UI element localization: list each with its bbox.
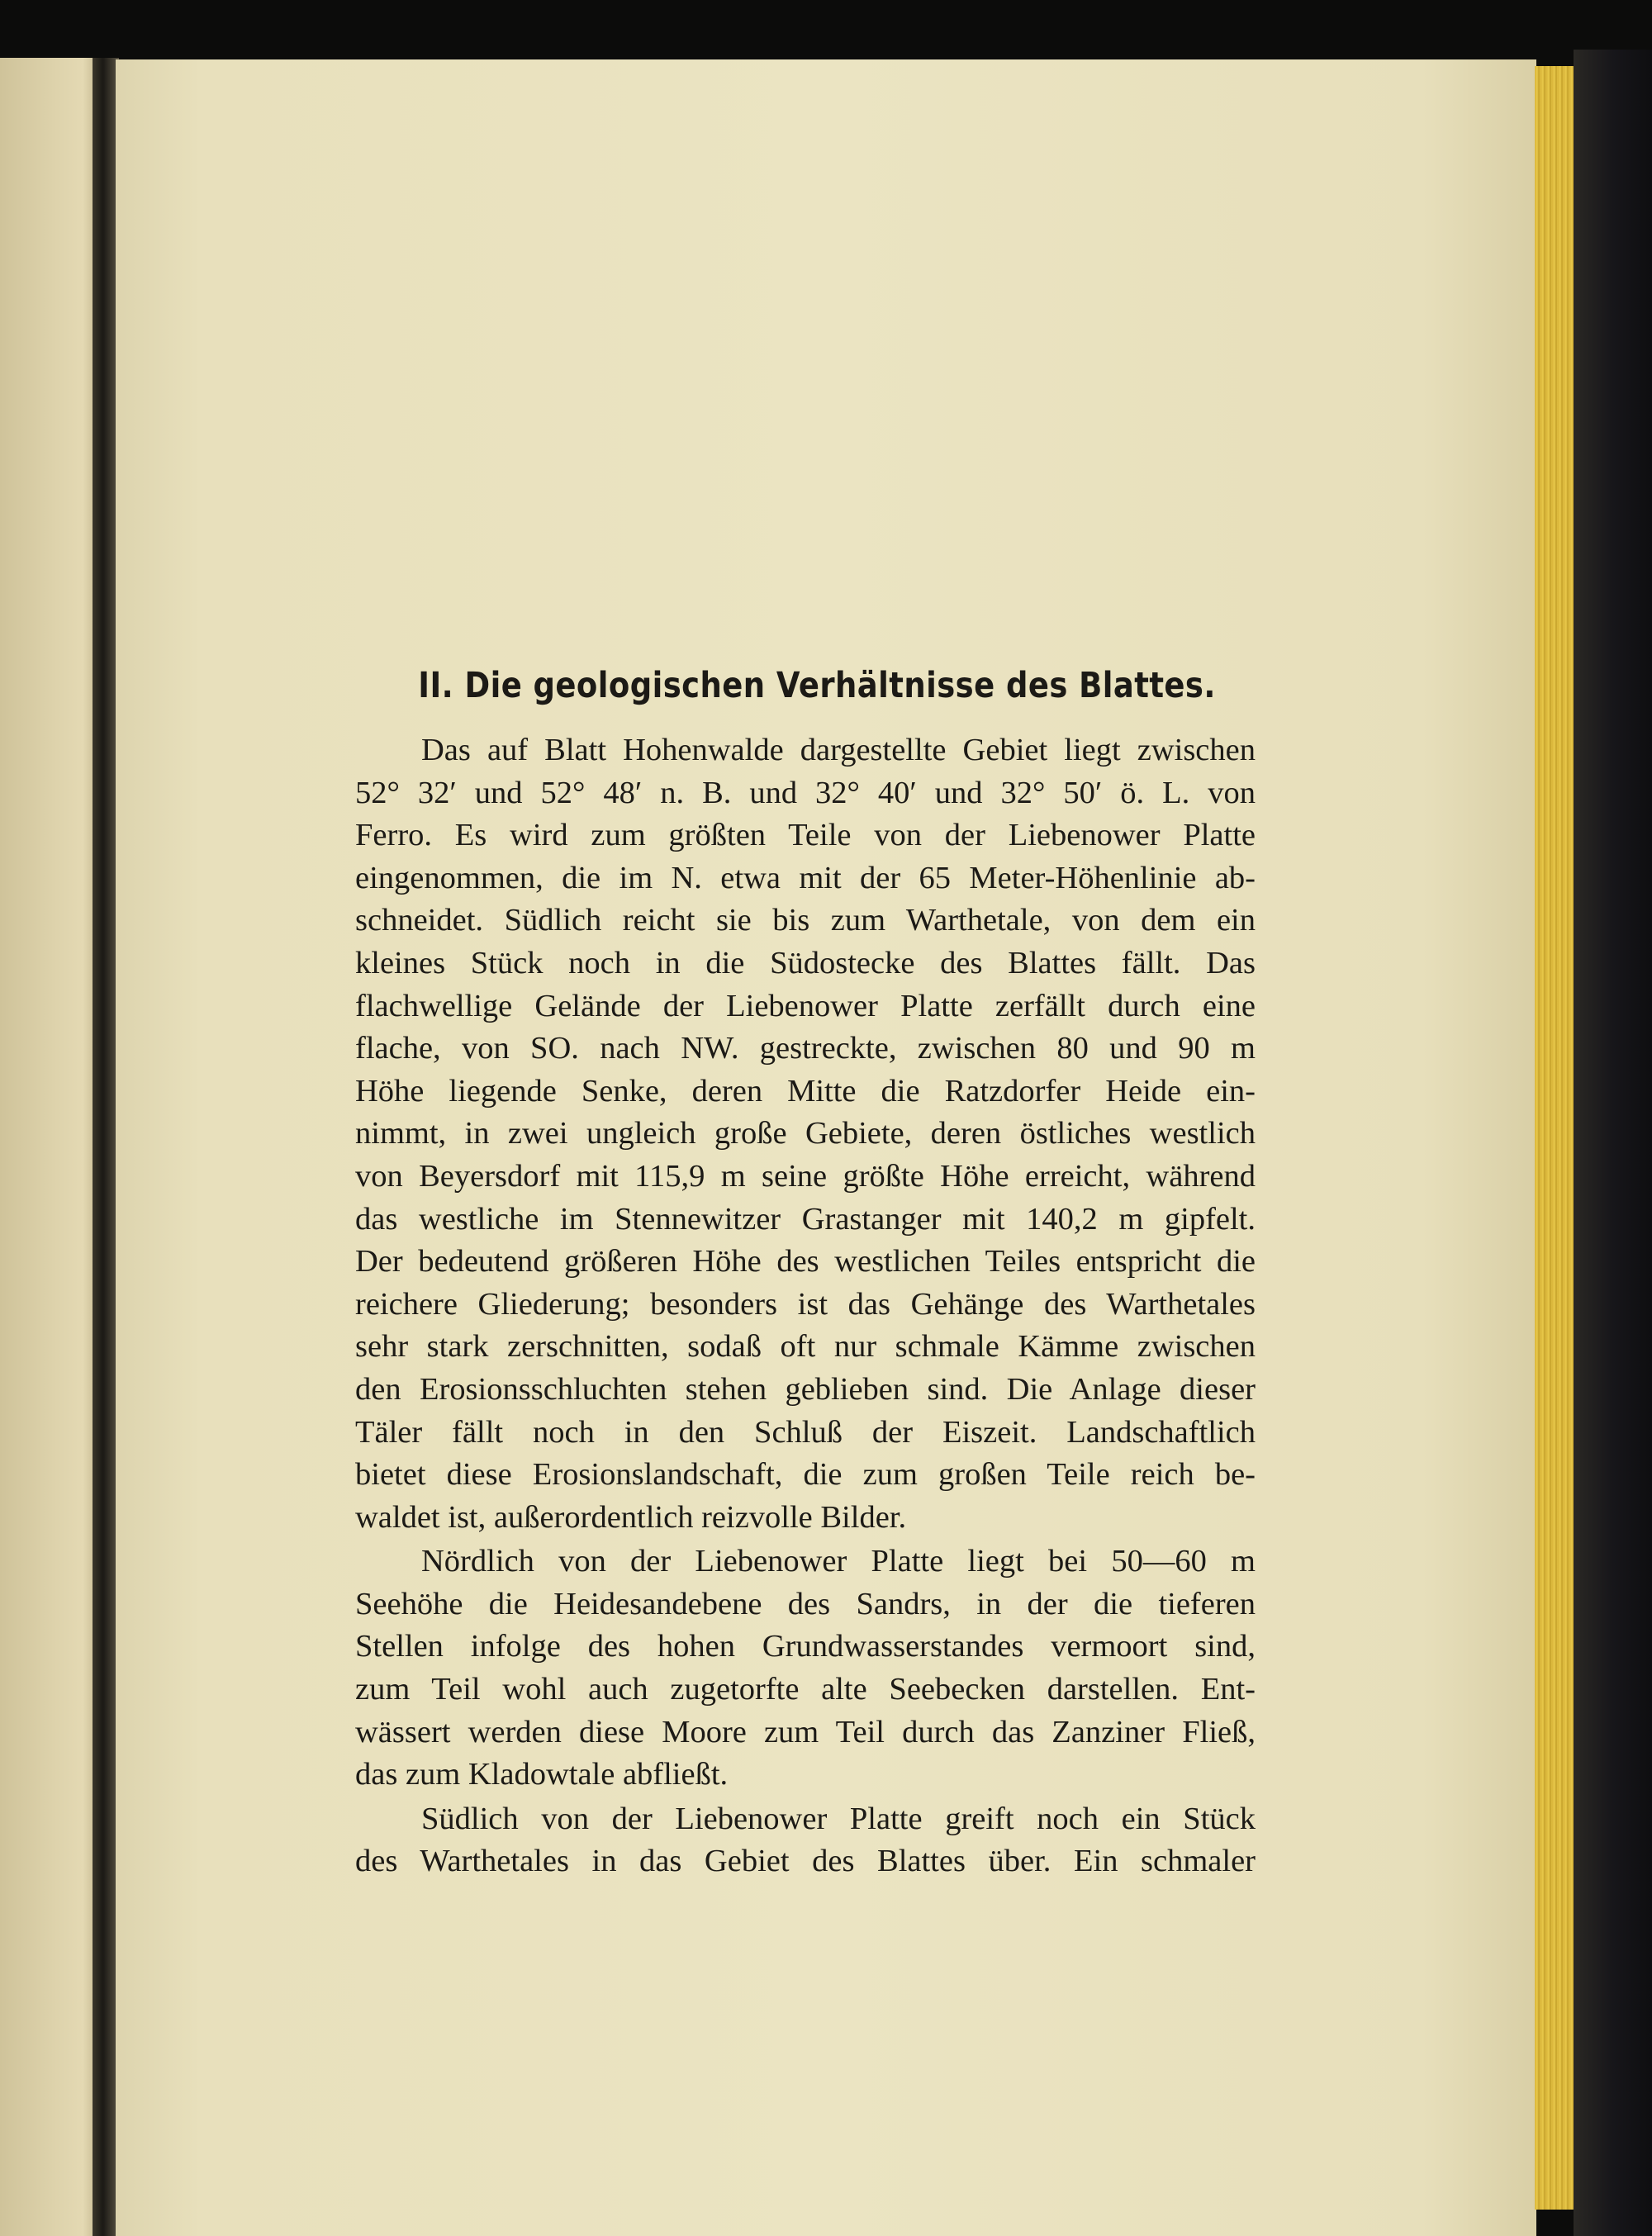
text-line: waldet ist, außerordentlich reizvolle Bilder.: [355, 1499, 907, 1535]
text-line: flache, von SO. nach NW. gestreckte, zwischen 80 und 90 m: [355, 1031, 1256, 1066]
text-line: 52° 32′ und 52° 48′ n. B. und 32° 40′ und 32° 50′ ö. L. von: [355, 775, 1256, 810]
text-line: kleines Stück noch in die Südostecke des Blattes fällt. Das: [355, 945, 1256, 980]
text-line: das zum Kladowtale abfließt.: [355, 1757, 729, 1792]
text-line: eingenommen, die im N. etwa mit der 65 Meter-Höhenlinie ab-: [355, 860, 1256, 895]
paragraph: [355, 1798, 1256, 1883]
left-page-edge: [0, 58, 97, 2236]
book-cover-edge: [1574, 50, 1652, 2236]
body-text: [355, 729, 1256, 1883]
text-line: den Erosionsschluchten stehen geblieben sind. Die Anlage dieser: [355, 1371, 1256, 1407]
text-line: Südlich von der Liebenower Platte greift noch ein Stück: [421, 1801, 1256, 1836]
paragraph: [355, 729, 1256, 1539]
paragraph: [355, 1541, 1256, 1797]
page-fore-edge: [1535, 66, 1578, 2210]
text-line: schneidet. Südlich reicht sie bis zum Warthetale, von dem ein: [355, 903, 1256, 938]
section-heading: II. Die geologischen Verhältnisse des Blattes.: [418, 665, 1216, 706]
text-line: sehr stark zerschnitten, sodaß oft nur schmale Kämme zwischen: [355, 1329, 1256, 1365]
text-line: Höhe liegende Senke, deren Mitte die Ratzdorfer Heide ein-: [355, 1073, 1256, 1109]
text-line: von Beyersdorf mit 115,9 m seine größte Höhe erreicht, während: [355, 1158, 1256, 1194]
text-line: das westliche im Stennewitzer Grastanger mit 140,2 m gipfelt.: [355, 1201, 1256, 1237]
text-line: zum Teil wohl auch zugetorfte alte Seebecken darstellen. Ent-: [355, 1672, 1256, 1707]
text-line: Täler fällt noch in den Schluß der Eiszeit. Landschaftlich: [355, 1414, 1256, 1450]
text-line: des Warthetales in das Gebiet des Blattes über. Ein schmaler: [355, 1844, 1256, 1879]
text-line: flachwellige Gelände der Liebenower Platte zerfällt durch eine: [355, 988, 1256, 1023]
text-line: Ferro. Es wird zum größten Teile von der Liebenower Platte: [355, 818, 1256, 853]
text-line: Das auf Blatt Hohenwalde dargestellte Gebiet liegt zwischen: [421, 733, 1256, 767]
text-line: bietet diese Erosionslandschaft, die zum großen Teile reich be-: [355, 1457, 1256, 1493]
text-line: Stellen infolge des hohen Grundwasserstandes vermoort sind,: [355, 1629, 1256, 1664]
text-line: reichere Gliederung; besonders ist das Gehänge des Warthetales: [355, 1286, 1256, 1322]
text-line: nimmt, in zwei ungleich große Gebiete, deren östliches westlich: [355, 1116, 1256, 1151]
text-line: Seehöhe die Heidesandebene des Sandrs, in der die tieferen: [355, 1586, 1256, 1621]
text-line: Nördlich von der Liebenower Platte liegt bei 50—60 m: [421, 1544, 1256, 1579]
text-block: [355, 665, 1256, 1885]
text-line: Der bedeutend größeren Höhe des westlichen Teiles entspricht die: [355, 1244, 1256, 1279]
text-line: wässert werden diese Moore zum Teil durch das Zanziner Fließ,: [355, 1714, 1256, 1749]
